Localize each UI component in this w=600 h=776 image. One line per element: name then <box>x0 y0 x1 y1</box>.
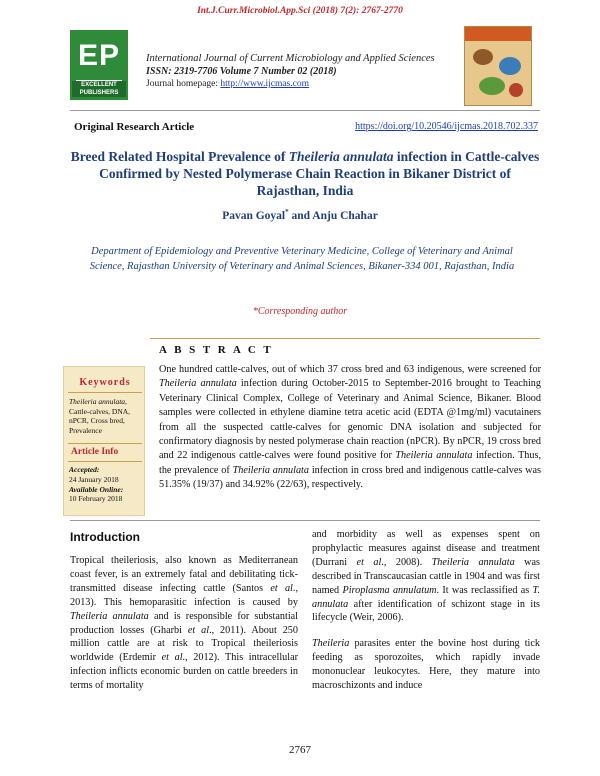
abstract-seg: infection in cross bred and indigenous cattle-calves was 51.35% (19/37) and 34.92% (22/63), respectively. <box>159 464 542 491</box>
abstract-seg: One hundred cattle-calves, out of which 37 cross bred and 63 indigenous, were screened for <box>159 364 541 375</box>
article-info-heading: Article Info <box>71 447 119 457</box>
body-column-right <box>312 528 540 693</box>
text-seg: ., 2012). This intracellular infection inflicts economic burden on cattle breeders in terms of mortality <box>70 652 299 692</box>
running-head: Int.J.Curr.Microbiol.App.Sci (2018) 7(2): 2767-2770 <box>197 6 403 16</box>
cover-graphic <box>499 57 521 75</box>
online-label: Available Online: <box>69 484 124 494</box>
cover-graphic <box>479 77 505 95</box>
corresponding-mark: * <box>285 208 289 216</box>
title-part2: infection in Cattle-calves Confirmed by Nested Polymerase Chain Reaction in Bikaner District of Rajasthan, India <box>99 149 540 198</box>
online-date: 10 February 2018 <box>69 494 123 504</box>
author-separator: and <box>288 209 313 222</box>
header-divider <box>70 110 540 111</box>
corresponding-author: *Corresponding author <box>252 306 348 317</box>
citation-etal: et al <box>356 556 382 568</box>
authors <box>0 208 600 222</box>
citation-etal: et al <box>161 652 183 664</box>
species-name: Theileria <box>312 638 350 650</box>
text-seg: ., 2013). This hemoparasitic infection is caused by <box>70 582 298 608</box>
article-dates <box>69 465 144 504</box>
text-seg: Tropical theileriosis, also known as Mediterranean coast fever, is an extremely fatal and debilitating tick-transmitted disease infecting cattle (Santos <box>70 555 298 594</box>
journal-title: International Journal of Current Microbiology and Applied Sciences <box>146 53 435 64</box>
homepage-link[interactable]: http://www.ijcmas.com <box>220 79 309 89</box>
species-name: Theileria annulata <box>431 556 515 568</box>
accepted-date: 24 January 2018 <box>69 474 119 484</box>
title-part1: Breed Related Hospital Prevalence of <box>70 149 289 164</box>
article-info-divider <box>68 443 142 444</box>
cover-graphic <box>509 83 523 97</box>
text-seg: after identification of schizont stage in its lifecycle (Weir, 2006). <box>312 598 540 624</box>
text-seg: and morbidity as well as expenses spent on prophylactic measures against disease and treatment (Durrani <box>312 529 540 568</box>
doi-link[interactable]: https://doi.org/10.20546/ijcmas.2018.702.337 <box>355 121 538 132</box>
article-sidebar <box>63 366 145 516</box>
title-species: Theileria annulata <box>288 149 394 164</box>
publisher-logo <box>70 30 128 100</box>
abstract-bottom-divider <box>70 520 540 521</box>
journal-cover-image <box>464 26 532 106</box>
article-info-rule <box>68 461 142 462</box>
page-number: 2767 <box>289 744 311 756</box>
keywords-divider <box>68 392 142 393</box>
cover-band <box>465 27 531 41</box>
abstract-species: Theileria annulata <box>232 464 309 476</box>
keyword-species: Theileria annulata, <box>69 397 127 406</box>
abstract-rule <box>150 338 540 339</box>
affiliation: Department of Epidemiology and Preventive Veterinary Medicine, College of Veterinary and Animal Science, Rajasthan University of Veterinary and Animal Sciences, Bikaner-334 001, Rajasthan, India <box>89 246 515 272</box>
logo-letters: EP <box>77 39 121 72</box>
species-name: Theileria annulata <box>70 610 149 622</box>
text-seg: ., 2008). <box>381 556 432 568</box>
intro-paragraph <box>70 554 298 693</box>
species-name: Piroplasma annulatum <box>342 584 437 596</box>
citation-etal: et al <box>270 582 293 594</box>
text-seg: was described in Transcaucasian cattle in 1904 and was first named <box>312 556 540 596</box>
keywords-heading: Keywords <box>79 377 131 388</box>
text-seg: parasites enter the bovine host during tick feeding as sporozoites, which rapidly invade mononuclear leukocytes. Here, they mature into macroschizonts and induce <box>312 638 540 692</box>
cover-graphic <box>473 49 493 65</box>
text-seg: and is responsible for substantial production losses (Gharbi <box>70 610 299 636</box>
abstract-text <box>159 363 541 493</box>
homepage-label: Journal homepage: <box>146 79 221 89</box>
journal-issn: ISSN: 2319-7706 Volume 7 Number 02 (2018) <box>146 66 337 77</box>
species-name: T. annulata <box>312 584 541 610</box>
logo-subtitle: EXCELLENT PUBLISHERS <box>72 81 126 97</box>
author-2: Anju Chahar <box>312 209 378 222</box>
keywords-list <box>69 397 143 435</box>
text-seg: . It was reclassified as <box>436 584 533 596</box>
journal-homepage <box>146 79 309 89</box>
keywords-rest: Cattle-calves, DNA, nPCR, Cross bred, Prevalence <box>69 406 131 435</box>
introduction-heading: Introduction <box>70 530 140 544</box>
article-type: Original Research Article <box>74 121 195 133</box>
text-seg: ., 2011). About 250 million cattle are at risk to Tropical theileriosis worldwide (Erdemir <box>70 624 298 664</box>
abstract-seg: infection. Thus, the prevalence of <box>159 450 541 476</box>
body-column-left <box>70 554 298 693</box>
article-title <box>70 148 540 199</box>
second-paragraph <box>312 637 540 693</box>
abstract-heading: A B S T R A C T <box>159 344 274 356</box>
abstract-species: Theileria annulata <box>395 450 473 462</box>
intro-paragraph-continued <box>312 528 540 625</box>
abstract-species: Theileria annulata <box>159 378 237 390</box>
journal-header <box>70 26 540 106</box>
citation-etal: et al <box>187 624 210 636</box>
author-1: Pavan Goyal <box>222 209 286 222</box>
accepted-label: Accepted: <box>69 465 100 474</box>
abstract-seg: infection during October-2015 to September-2016 brought to Teaching Veterinary Clinical Complex, College of Veterinary and Animal Science, Bikaner. Blood samples were collected in ethylene diamine tetra acetic acid (EDTA @1mg/ml) vacutainers from all the suspected cattle-calves for genomic DNA isolation and subjected for confirmatory diagnosis by nested polymerase chain reaction (nPCR). By nPCR, 19 cross bred and 22 indigenous cattle-calves were found positive for <box>159 378 541 462</box>
